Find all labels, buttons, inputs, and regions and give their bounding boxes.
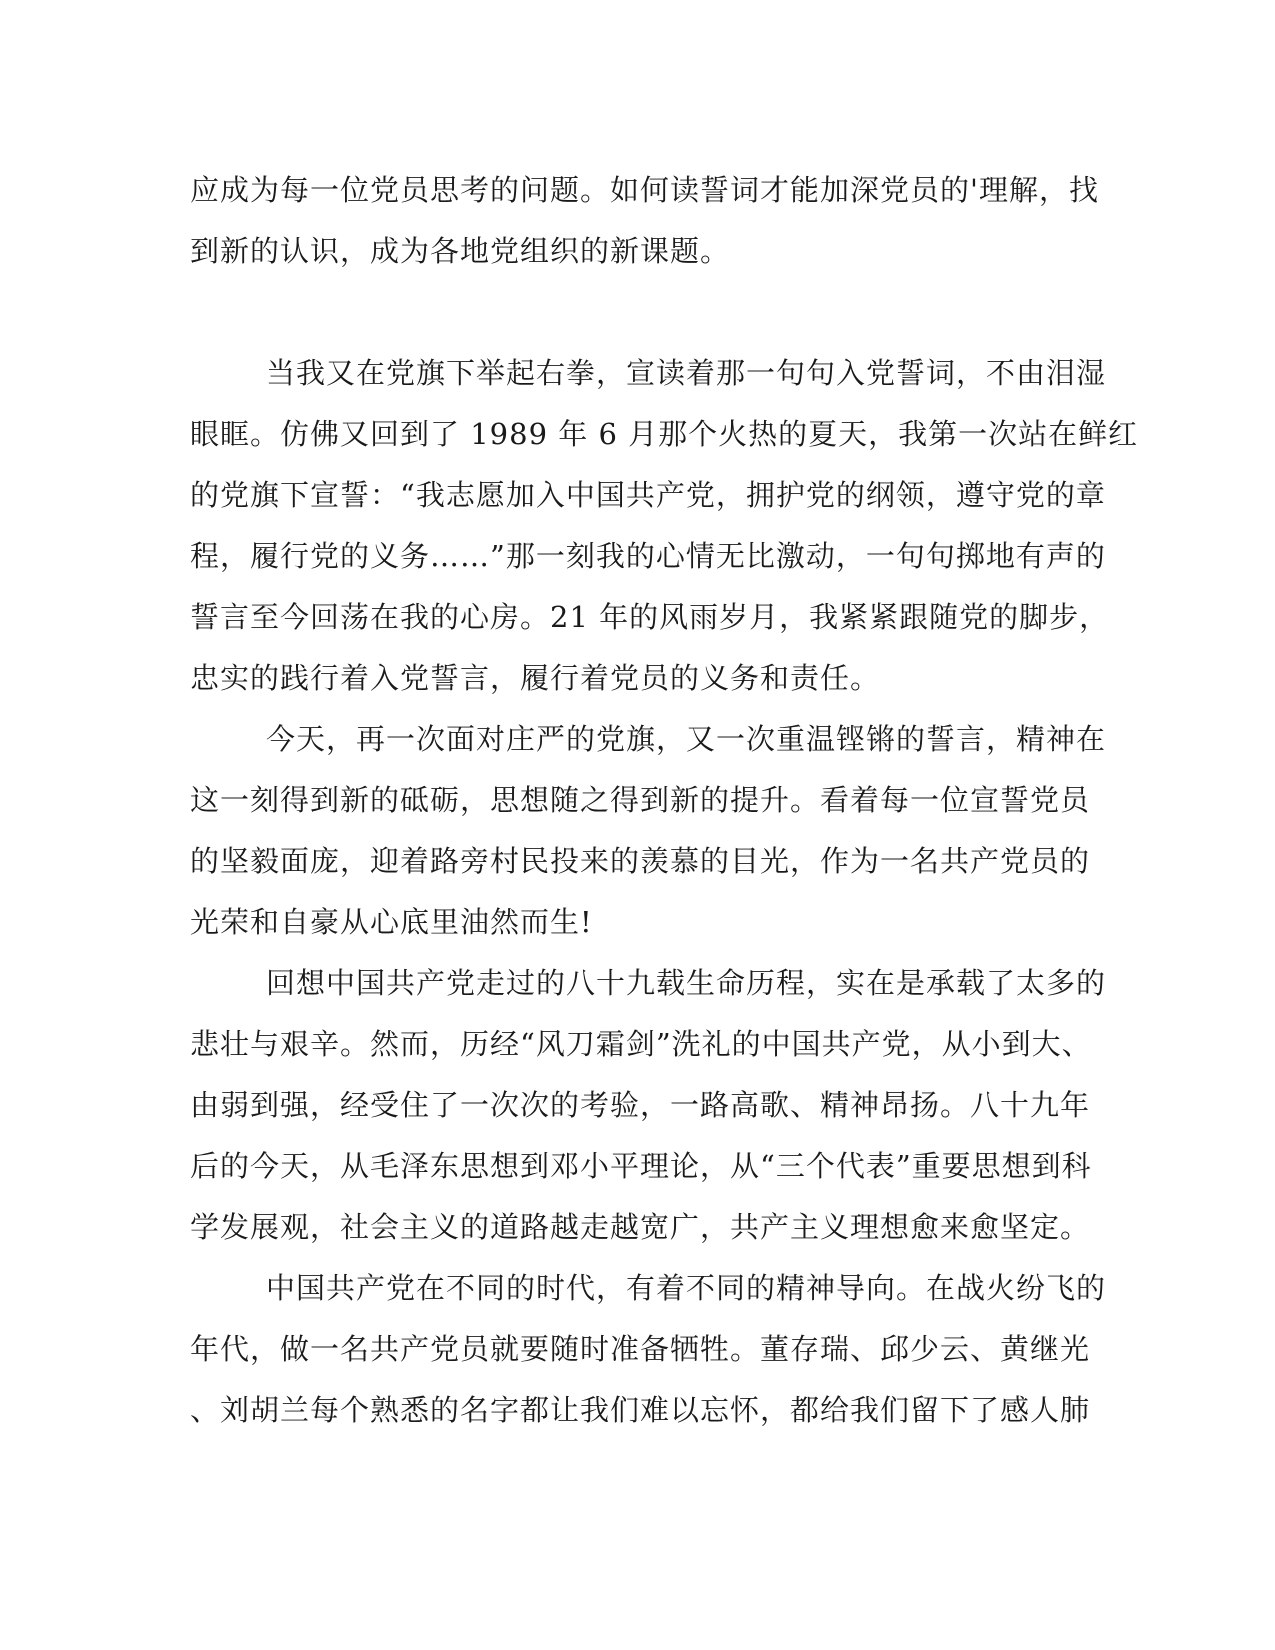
text-line: 的坚毅面庞，迎着路旁村民投来的羡慕的目光，作为一名共产党员的 — [190, 844, 1091, 878]
text-line: 由弱到强，经受住了一次次的考验，一路高歌、精神昂扬。八十九年 — [190, 1088, 1091, 1122]
paragraph-gap — [190, 282, 1080, 343]
text-line: 誓言至今回荡在我的心房。21 年的风雨岁月，我紧紧跟随党的脚步， — [190, 600, 1110, 634]
text-line: 悲壮与艰辛。然而，历经“风刀霜剑”洗礼的中国共产党，从小到大、 — [190, 1027, 1092, 1061]
text-line: 光荣和自豪从心底里油然而生! — [190, 905, 593, 939]
paragraph-first-line: 中国共产党在不同的时代，有着不同的精神导向。在战火纷飞的 — [266, 1271, 1107, 1305]
document-body — [190, 160, 1139, 1441]
text-line: 忠实的践行着入党誓言，履行着党员的义务和责任。 — [190, 661, 881, 695]
text-line: 后的今天，从毛泽东思想到邓小平理论，从“三个代表”重要思想到科 — [190, 1149, 1092, 1183]
paragraph-first-line: 当我又在党旗下举起右拳，宣读着那一句句入党誓词，不由泪湿 — [266, 356, 1107, 390]
text-line: 应成为每一位党员思考的问题。如何读誓词才能加深党员的'理解，找 — [190, 173, 1099, 207]
text-line: 这一刻得到新的砥砺，思想随之得到新的提升。看着每一位宣誓党员 — [190, 783, 1091, 817]
text-line: 的党旗下宣誓：“我志愿加入中国共产党，拥护党的纲领，遵守党的章 — [190, 478, 1106, 512]
text-line: 年代，做一名共产党员就要随时准备牺牲。董存瑞、邱少云、黄继光 — [190, 1332, 1091, 1366]
text-line: 程，履行党的义务……”那一刻我的心情无比激动，一句句掷地有声的 — [190, 539, 1106, 573]
paragraph-first-line: 回想中国共产党走过的八十九载生命历程，实在是承载了太多的 — [266, 966, 1107, 1000]
text-line: 学发展观，社会主义的道路越走越宽广，共产主义理想愈来愈坚定。 — [190, 1210, 1091, 1244]
text-line: 、刘胡兰每个熟悉的名字都让我们难以忘怀，都给我们留下了感人肺 — [190, 1393, 1091, 1427]
text-line: 到新的认识，成为各地党组织的新课题。 — [190, 234, 731, 268]
paragraph-first-line: 今天，再一次面对庄严的党旗，又一次重温铿锵的誓言，精神在 — [266, 722, 1107, 756]
text-line: 眼眶。仿佛又回到了 1989 年 6 月那个火热的夏天，我第一次站在鲜红 — [190, 417, 1139, 451]
